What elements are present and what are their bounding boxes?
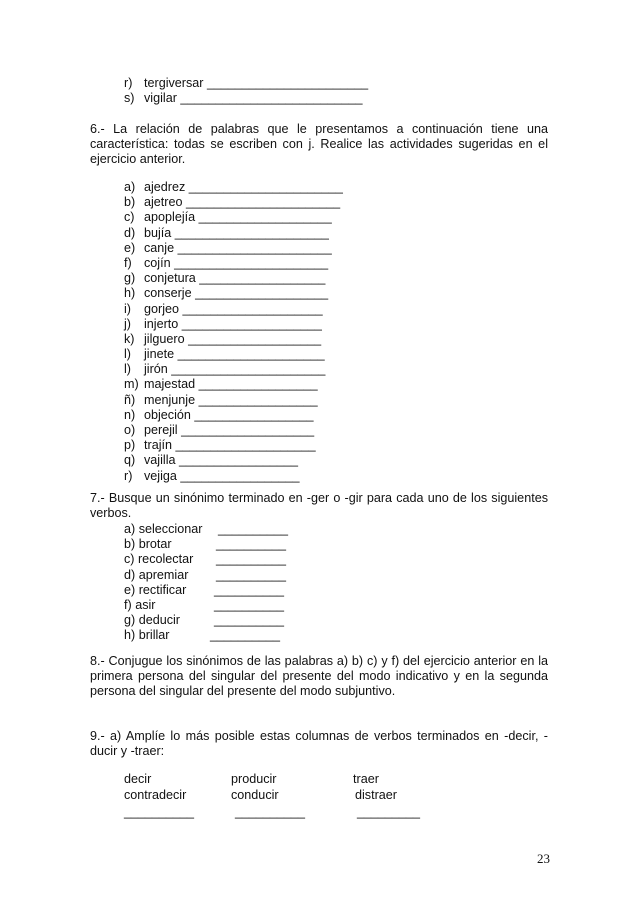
column-decir: decir [124,772,152,786]
exercise-6-intro: 6.- La relación de palabras que le presentamos a continuación tiene una característica: todas se escriben con j. Realice las actividades sugeridas en el ejercicio anterior. [90,122,548,167]
list-item [124,91,454,106]
list-item [124,317,454,332]
list-item [124,195,454,210]
item-text: ajetreo ______________________ [144,195,341,210]
answer-blank: __________ [216,567,287,582]
column-producir: conducir [231,788,279,802]
answer-blank: __________ [218,522,289,536]
column-decir: contradecir [124,788,187,802]
answer-blank: __________ [124,805,195,819]
list-item [124,393,454,408]
list-item [124,362,454,377]
exercise-7-intro: 7.- Busque un sinónimo terminado en -ger o -gir para cada uno de los siguientes verbos. [90,491,548,521]
item-letter: m) [124,377,139,392]
item-letter: l) [124,362,131,377]
item-text: conjetura __________________ [144,271,326,286]
list-item [124,377,454,392]
answer-blank: __________ [210,628,281,643]
item-text: cojín ______________________ [144,255,329,270]
list-item [124,598,454,613]
item-letter: g) [124,271,136,286]
answer-blank: __________ [214,613,285,628]
item-letter: i) [124,301,131,316]
list-item [124,438,454,453]
answer-blank: __________ [216,537,287,552]
list-item [124,256,454,271]
item-letter: a) [124,180,136,194]
item-text: conserje ___________________ [144,286,329,301]
item-letter: b) [124,195,136,210]
item-letter: r) [124,468,133,483]
list-item [124,210,454,225]
item-text: vajilla _________________ [144,453,299,468]
item-text: menjunje _________________ [144,392,318,407]
item-letter: j) [124,316,131,331]
item-letter: p) [124,438,136,453]
item-letter: h) [124,286,136,301]
list-item [124,568,454,583]
item-text: perejil ___________________ [144,423,315,437]
list-item [124,302,454,317]
column-producir: producir [231,772,277,786]
answer-blank: _________ [357,805,421,819]
answer-blank: __________ [214,597,285,612]
verb-word: e) rectificar [124,582,187,597]
item-text: bujía ______________________ [144,225,329,240]
list-item [124,180,454,195]
list-item [124,583,454,598]
item-letter: ñ) [124,392,136,407]
item-text: injerto ____________________ [144,316,322,331]
verb-word: g) deducir [124,613,181,628]
item-text: majestad _________________ [144,377,318,392]
list-item [124,423,454,438]
item-text: gorjeo ____________________ [144,301,323,316]
list-item [124,522,454,537]
list-item [124,241,454,256]
column-traer: distraer [355,788,397,802]
item-letter: d) [124,225,136,240]
answer-blank: __________ [214,582,285,597]
item-text: trajín ____________________ [144,438,316,453]
item-text: ajedrez ______________________ [144,180,343,194]
list-item [124,76,454,91]
list-item [124,613,454,628]
column-traer: traer [353,772,379,786]
item-text: jirón ______________________ [144,362,326,377]
exercise-6-list [124,180,454,484]
item-letter: c) [124,210,135,225]
item-letter: s) [124,91,135,106]
exercise-9-intro: 9.- a) Amplíe lo más posible estas columnas de verbos terminados en -decir, -ducir y -traer: [90,729,548,759]
list-item [124,453,454,468]
item-text: objeción _________________ [144,407,314,422]
item-text: tergiversar _______________________ [144,76,369,90]
answer-blank: __________ [235,805,306,819]
item-text: vejiga _________________ [144,468,300,483]
verb-word: d) apremiar [124,567,189,582]
item-letter: e) [124,240,136,255]
item-letter: f) [124,255,132,270]
page-number: 23 [537,851,550,866]
list-item [124,408,454,423]
item-text: apoplejía ___________________ [144,210,332,225]
item-text: canje ______________________ [144,240,332,255]
exercise-7-list [124,522,454,644]
verb-word: h) brillar [124,628,170,643]
list-item [124,332,454,347]
item-letter: q) [124,453,136,468]
item-letter: l) [124,347,131,362]
verb-word: c) recolectar [124,552,194,567]
item-text: vigilar __________________________ [144,91,363,106]
list-item [124,271,454,286]
list-item [124,286,454,301]
list-item [124,628,454,643]
exercise-8-intro: 8.- Conjugue los sinónimos de las palabras a) b) c) y f) del ejercicio anterior en la primera persona del singular del presente del modo indicativo y en la segunda persona del singular del presente del modo subjuntivo. [90,654,548,699]
item-letter: o) [124,423,136,437]
item-letter: r) [124,76,133,90]
list-item [124,347,454,362]
list-item [124,552,454,567]
verb-word: f) asir [124,597,156,612]
item-letter: n) [124,407,136,422]
list-item [124,469,454,484]
list-item [124,537,454,552]
item-letter: k) [124,331,135,346]
list-continuation [124,76,454,106]
list-item [124,226,454,241]
item-text: jinete _____________________ [144,347,325,362]
item-text: jilguero ___________________ [144,331,322,346]
answer-blank: __________ [216,552,287,567]
verb-word: b) brotar [124,537,172,552]
verb-word: a) seleccionar [124,522,203,536]
